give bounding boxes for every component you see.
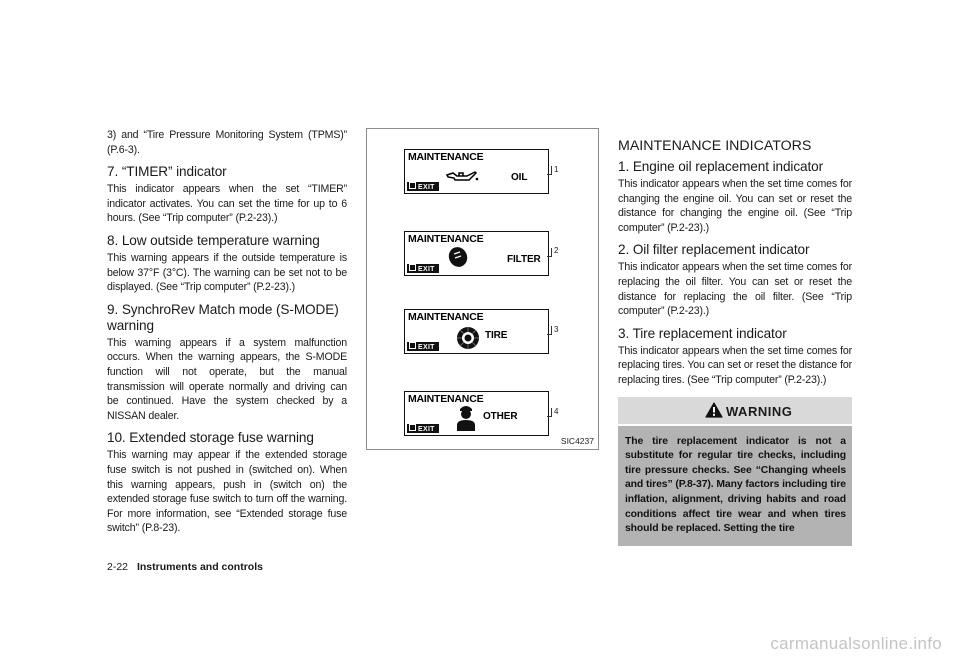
maintenance-display-other (404, 391, 549, 436)
maintenance-indicators-heading: MAINTENANCE INDICATORS (618, 138, 812, 154)
page-footer (107, 561, 263, 573)
section-body-timer: This indicator appears when the set “TIMER” indicator activates. You can set the time for up to 6 hours. (See “Trip computer” (P.2-23).) (107, 183, 347, 225)
mechanic-person-icon (455, 403, 477, 436)
exit-box-icon (409, 424, 416, 431)
exit-indicator: EXIT (407, 342, 439, 351)
warning-body: The tire replacement indicator is not a substitute for regular tire checks, including tire pressure checks. See “Changing wheels and tires” (P.8-37). Many factors including tire inflation, alignment, driving habits and road conditions affect tire wear and when tires should be replaced. Setting the tire (618, 426, 852, 546)
exit-box-icon (409, 342, 416, 349)
tire-icon (456, 326, 480, 355)
section-heading-s-mode: 9. SynchroRev Match mode (S-MODE) warning (107, 301, 339, 333)
exit-box-icon (409, 264, 416, 271)
exit-box-icon (409, 182, 416, 189)
exit-indicator: EXIT (407, 424, 439, 433)
exit-indicator: EXIT (407, 264, 439, 273)
oil-filter-icon (447, 245, 469, 274)
maintenance-display-oil (404, 149, 549, 194)
display-label-filter: FILTER (507, 254, 541, 265)
display-label-oil: OIL (511, 172, 528, 183)
section-body-low-temp: This warning appears if the outside temperature is below 37°F (3°C). The warning can be set not to be displayed. (See “Trip computer” (P.2-23).) (107, 251, 347, 294)
display-title: MAINTENANCE (408, 151, 484, 163)
leader-line (551, 408, 552, 417)
leader-line (551, 166, 552, 175)
left-column (107, 128, 347, 536)
callout-1: 1 (554, 165, 559, 174)
section-body-s-mode: This warning appears if a system malfunction occurs. When the warning appears, the S-MODE function will not operate, but the manual transmission will operate normally and driving can be continued. Have the system checked by a NISSAN dealer. (107, 336, 347, 422)
leader-line (551, 326, 552, 335)
maintenance-display-filter (404, 231, 549, 276)
page-number: 2-22 (107, 561, 129, 573)
section-heading-timer: 7. “TIMER” indicator (107, 164, 227, 180)
figure-code: SIC4237 (560, 436, 594, 446)
warning-triangle-icon (705, 402, 723, 423)
section-heading-storage-fuse: 10. Extended storage fuse warning (107, 430, 314, 446)
display-title: MAINTENANCE (408, 393, 484, 405)
chapter-title: Instruments and controls (136, 561, 263, 573)
intro-text: 3) and “Tire Pressure Monitoring System (TPMS)” (P.6-3). (107, 129, 347, 156)
display-title: MAINTENANCE (408, 233, 484, 245)
callout-2: 2 (554, 246, 559, 255)
warning-header (618, 397, 852, 424)
section-heading-oil-filter: 2. Oil filter replacement indicator (618, 242, 810, 258)
callout-4: 4 (554, 407, 559, 416)
section-body-engine-oil: This indicator appears when the set time comes for changing the engine oil. You can set or reset the distance for changing the engine oil. (See “Trip computer” (P.2-23).) (618, 178, 852, 234)
oil-can-icon (445, 168, 479, 189)
leader-line (551, 248, 552, 257)
maintenance-display-tire (404, 309, 549, 354)
right-column (618, 128, 852, 546)
section-body-tire: This indicator appears when the set time comes for replacing tires. You can set or reset the distance for replacing tires. (See “Trip computer” (P.2-23).) (618, 344, 852, 386)
warning-title: WARNING (726, 403, 793, 419)
display-label-other: OTHER (483, 411, 518, 422)
warning-box (618, 397, 852, 546)
display-label-tire: TIRE (485, 330, 508, 341)
section-body-oil-filter: This indicator appears when the set time comes for replacing the oil filter. You can set or reset the distance for replacing the oil filter. (See “Trip computer” (P.2-23).) (618, 261, 852, 318)
exit-indicator: EXIT (407, 182, 439, 191)
section-body-storage-fuse: This warning may appear if the extended storage fuse switch is not pushed in (switched on). When this warning appears, push in (switch on) the extended storage fuse switch to turn off the warning. For more information, see “Extended storage fuse switch” (P.8-23). (107, 449, 347, 535)
section-heading-engine-oil: 1. Engine oil replacement indicator (618, 159, 824, 174)
maintenance-display-figure (366, 128, 599, 450)
display-title: MAINTENANCE (408, 311, 484, 323)
callout-3: 3 (554, 325, 559, 334)
section-heading-low-temp: 8. Low outside temperature warning (107, 232, 320, 248)
watermark: carmanualsonline.info (770, 634, 942, 653)
section-heading-tire: 3. Tire replacement indicator (618, 325, 787, 341)
